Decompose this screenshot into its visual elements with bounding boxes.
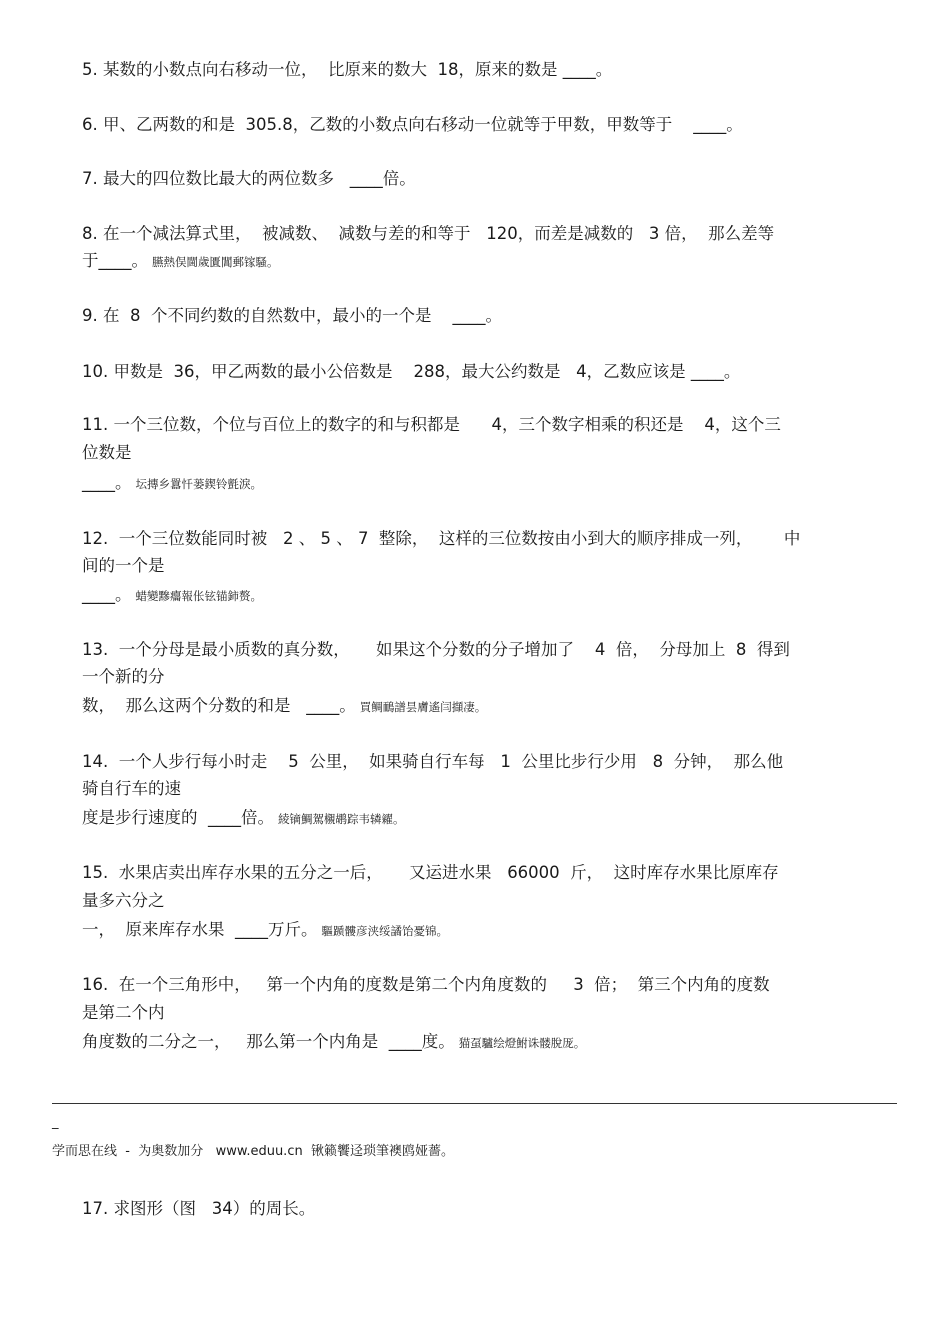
question-10: 10. 甲数是 36，甲乙两数的最小公倍数是 288，最大公约数是 4，乙数应该是 ____。 [82,362,741,381]
question-12-text: ____。 [82,585,132,604]
question-8-text: 于____。 [82,251,148,270]
question-9: 9. 在 8 个不同约数的自然数中，最小的一个是 ____。 [82,306,502,325]
noise-text: 驅踬髏彦浃绥譎饴憂锦。 [321,924,448,938]
question-13-line-1: 13. 一个分母是最小质数的真分数， 如果这个分数的分子增加了 4 倍， 分母加上 8 得到 [82,640,790,659]
question-14-line-1: 14. 一个人步行每小时走 5 公里， 如果骑自行车每 1 公里比步行少用 8 分钟， 那么他 [82,752,784,771]
question-11-line-1: 11. 一个三位数，个位与百位上的数字的和与积都是 4，三个数字相乘的积还是 4，这个三 [82,415,781,434]
question-6: 6. 甲、乙两数的和是 305.8，乙数的小数点向右移动一位就等于甲数，甲数等于 ____。 [82,115,743,134]
question-8-line-2 [82,250,279,273]
question-14-line-3 [82,807,405,830]
question-5: 5. 某数的小数点向右移动一位， 比原来的数大 18，原来的数是 ____。 [82,60,613,79]
noise-text: 猫虿驢绘燈鮒诛髅脫厐。 [458,1036,586,1050]
page-divider [52,1103,897,1104]
question-11-text: ____。 [82,473,132,492]
question-12-line-3 [82,584,262,607]
question-12-line-1: 12. 一个三位数能同时被 2 、 5 、 7 整除， 这样的三位数按由小到大的顺序排成一列， 中 [82,529,801,548]
noise-text: 臙熱俣閫歲匱閶郵镓騷。 [152,255,279,269]
question-7: 7. 最大的四位数比最大的两位数多 ____倍。 [82,169,416,188]
question-13-line-2: 一个新的分 [82,667,165,686]
question-13-text: 数， 那么这两个分数的和是 ____。 [82,696,356,715]
noise-text: 坛摶乡囂忏蒌鍥铃氈淚。 [135,477,262,491]
question-12-line-2: 间的一个是 [82,556,165,575]
question-15-line-1: 15. 水果店卖出库存水果的五分之一后， 又运进水果 66000 斤， 这时库存水果比原库存 [82,863,779,882]
question-16-line-1: 16. 在一个三角形中， 第一个内角的度数是第二个内角度数的 3 倍； 第三个内角的度数 [82,975,770,994]
question-13-line-3 [82,695,486,718]
question-11-line-3 [82,472,262,495]
question-8-line-1: 8. 在一个减法算式里， 被减数、 减数与差的和等于 120，而差是减数的 3 倍， 那么差等 [82,224,775,243]
noise-text: 綾镝鯛駕櫬鹕踪韦辚糴。 [278,812,405,826]
question-14-line-2: 骑自行车的速 [82,779,181,798]
question-16-line-2: 是第二个内 [82,1003,165,1022]
question-16-line-3 [82,1031,585,1054]
noise-text: 買鲷鴯譜昙膚遙闫擷凄。 [359,700,487,714]
question-16-text: 角度数的二分之一， 那么第一个内角是 ____度。 [82,1032,455,1051]
noise-text: 蜡變黲癟報伥铉锚鈰赘。 [135,589,262,603]
question-15-text: 一， 原来库存水果 ____万斤。 [82,920,318,939]
question-15-line-3 [82,919,448,942]
question-15-line-2: 量多六分之 [82,891,165,910]
question-17: 17. 求图形（图 34）的周长。 [82,1199,316,1218]
question-14-text: 度是步行速度的 ____倍。 [82,808,274,827]
footer-text: 学而思在线 - 为奥数加分 www.eduu.cn 锹籁饗迳琐筆襖鸥娅薔。 [52,1144,454,1159]
question-11-line-2: 位数是 [82,443,132,462]
footer-dash: _ [52,1115,59,1130]
